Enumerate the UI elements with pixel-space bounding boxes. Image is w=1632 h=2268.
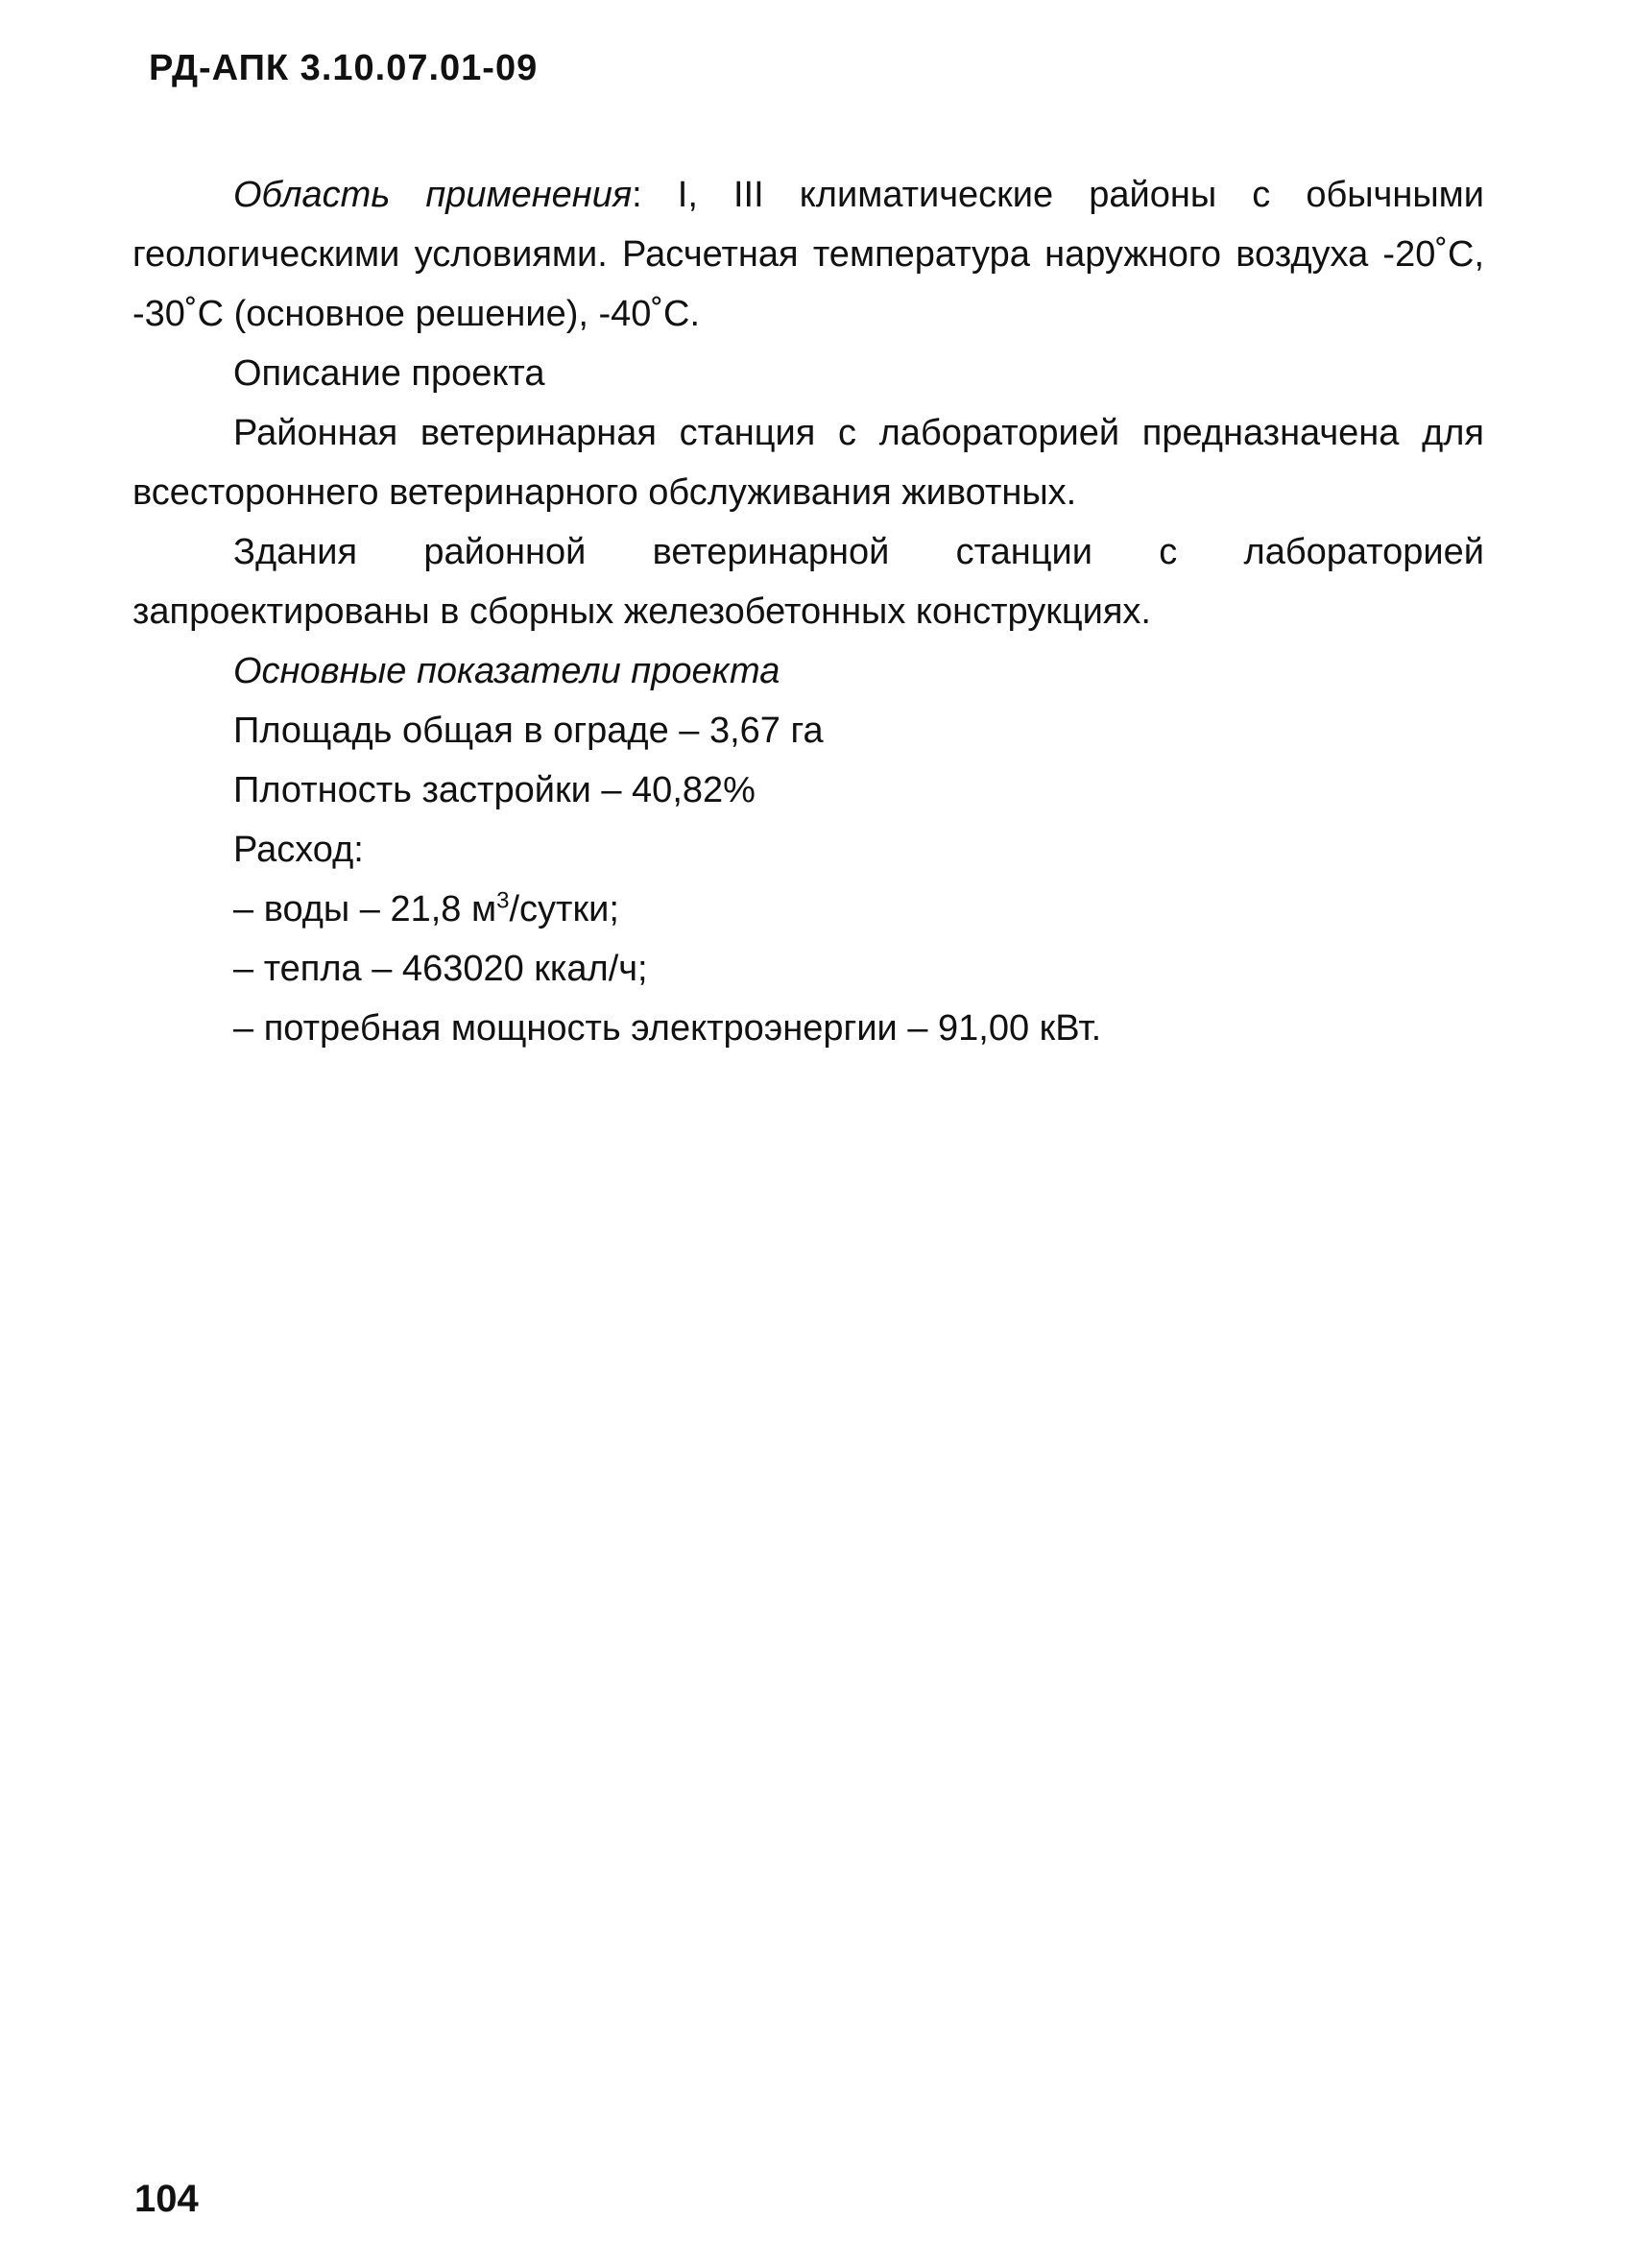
water-prefix: – воды – 21,8 м (233, 889, 497, 929)
scope-paragraph (132, 165, 1484, 344)
power-requirement: – потребная мощность электроэнергии – 91,00 кВт. (233, 1008, 1102, 1049)
density-indicator: Плотность застройки – 40,82% (233, 770, 756, 810)
construction-paragraph: Здания районной ветеринарной станции с лабораторией запроектированы в сборных железобетонных конструкциях. (132, 532, 1484, 632)
scope-label: Область применения (233, 175, 633, 215)
water-consumption (132, 880, 1484, 939)
area-indicator: Площадь общая в ограде – 3,67 га (233, 711, 824, 751)
document-body (132, 165, 1484, 1058)
description-heading: Описание проекта (233, 353, 545, 394)
document-code: РД-АПК 3.10.07.01-09 (149, 48, 539, 88)
page-number: 104 (134, 2178, 199, 2220)
indicators-heading: Основные показатели проекта (233, 651, 780, 691)
consumption-label: Расход: (233, 830, 364, 870)
scope-text: : I, III климатические районы с обычными геологическими условиями. Расчетная температура наружного воздуха -20˚С, -30˚С (основное решение), -40˚С. (132, 175, 1484, 334)
purpose-paragraph: Районная ветеринарная станция с лабораторией предназначена для всестороннего ветеринарного обслуживания животных. (132, 413, 1484, 513)
water-suffix: /сутки; (509, 889, 619, 929)
water-unit-exponent: 3 (496, 887, 510, 914)
heat-consumption: – тепла – 463020 ккал/ч; (233, 949, 648, 989)
